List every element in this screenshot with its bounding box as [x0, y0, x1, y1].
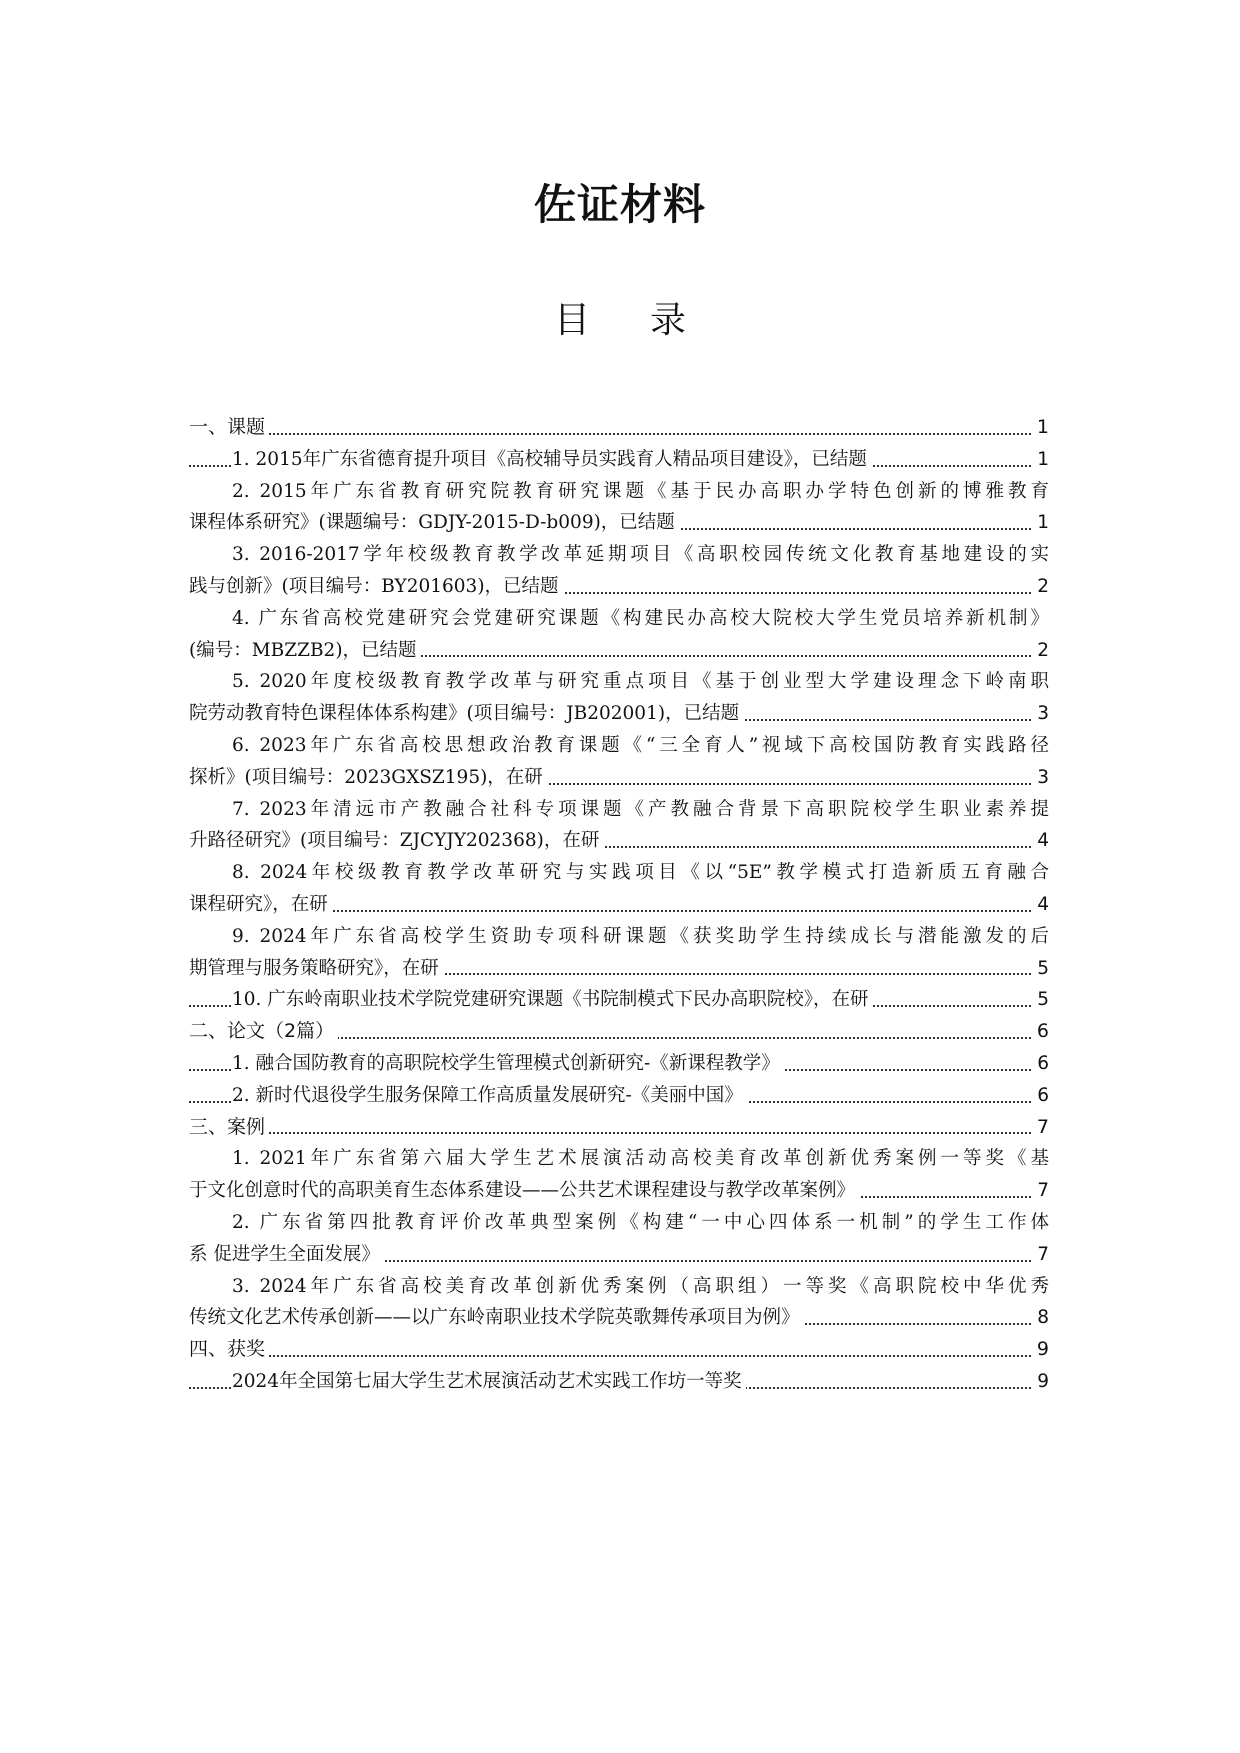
leader-dots [189, 1132, 1031, 1134]
toc-entry[interactable] [189, 476, 1049, 508]
toc-entry[interactable] [189, 1366, 1049, 1398]
toc-entry[interactable] [189, 794, 1049, 826]
toc-page-number: 8 [1033, 1302, 1049, 1334]
toc-page-number: 1 [1033, 507, 1049, 539]
toc-entry-text: (编号：MBZZB2)，已结题 [189, 640, 421, 661]
toc-entry-text: 8. 2024年校级教育教学改革研究与实践项目《以“5E”教学模式打造新质五育融合 [232, 857, 1049, 889]
toc-entry-continuation[interactable] [189, 507, 1049, 539]
toc-page-number: 9 [1033, 1334, 1049, 1366]
table-of-contents [189, 412, 1049, 1398]
toc-entry-text: 2024年全国第七届大学生艺术展演活动艺术实践工作坊一等奖 [232, 1371, 746, 1392]
toc-entry-continuation[interactable] [189, 1302, 1049, 1334]
toc-entry-text: 10. 广东岭南职业技术学院党建研究课题《书院制模式下民办高职院校》，在研 [232, 989, 873, 1010]
toc-entry-text: 5. 2020年度校级教育教学改革与研究重点项目《基于创业型大学建设理念下岭南职 [232, 666, 1049, 698]
toc-entry-text: 于文化创意时代的高职美育生态体系建设——公共艺术课程建设与教学改革案例》 [189, 1180, 859, 1201]
toc-entry-text: 课程研究》，在研 [189, 894, 332, 915]
toc-entry-continuation[interactable] [189, 698, 1049, 730]
toc-entry[interactable] [189, 1080, 1049, 1112]
toc-page-number: 3 [1033, 762, 1049, 794]
toc-entry[interactable] [189, 1271, 1049, 1303]
toc-section-awards[interactable] [189, 1334, 1049, 1366]
toc-page-number: 6 [1033, 1016, 1049, 1048]
page-title: 佐证材料 [533, 180, 706, 229]
toc-entry[interactable] [189, 921, 1049, 953]
toc-entry[interactable] [189, 730, 1049, 762]
toc-section-label: 四、获奖 [189, 1338, 269, 1360]
toc-section-topics[interactable] [189, 412, 1049, 444]
toc-page-number: 4 [1033, 825, 1049, 857]
toc-entry-text: 1. 融合国防教育的高职院校学生管理模式创新研究-《新课程教学》 [232, 1053, 784, 1074]
toc-entry-continuation[interactable] [189, 1175, 1049, 1207]
toc-entry-text: 系 促进学生全面发展》 [189, 1244, 384, 1265]
toc-page-number: 2 [1033, 635, 1049, 667]
toc-section-cases[interactable] [189, 1112, 1049, 1144]
toc-entry[interactable] [189, 666, 1049, 698]
toc-entry-text: 3. 2016-2017学年校级教育教学改革延期项目《高职校园传统文化教育基地建设的实 [232, 539, 1049, 571]
toc-entry-text: 课程体系研究》(课题编号：GDJY-2015-D-b009)，已结题 [189, 512, 679, 533]
toc-page-number: 4 [1033, 889, 1049, 921]
toc-section-label: 二、论文（2篇） [189, 1020, 338, 1042]
toc-entry-text: 1. 2015年广东省德育提升项目《高校辅导员实践育人精品项目建设》，已结题 [232, 449, 871, 470]
toc-entry[interactable] [189, 1143, 1049, 1175]
toc-page-number: 5 [1033, 953, 1049, 985]
toc-page-number: 6 [1033, 1048, 1049, 1080]
leader-dots [189, 1355, 1031, 1357]
toc-entry-text: 探析》(项目编号：2023GXSZ195)，在研 [189, 767, 547, 788]
toc-page-number: 3 [1033, 698, 1049, 730]
toc-page-number: 7 [1033, 1239, 1049, 1271]
toc-entry-text: 2. 2015年广东省教育研究院教育研究课题《基于民办高职办学特色创新的博雅教育 [232, 476, 1049, 508]
toc-page-number: 9 [1033, 1366, 1049, 1398]
toc-entry-text: 升路径研究》(项目编号：ZJCYJY202368)，在研 [189, 830, 603, 851]
toc-page-number: 2 [1033, 571, 1049, 603]
toc-page-number: 6 [1033, 1080, 1049, 1112]
leader-dots [189, 433, 1031, 435]
toc-entry[interactable] [189, 984, 1049, 1016]
toc-entry-continuation[interactable] [189, 571, 1049, 603]
toc-page-number: 1 [1033, 412, 1049, 444]
toc-heading: 目录 [553, 300, 746, 341]
toc-section-label: 三、案例 [189, 1116, 269, 1138]
toc-section-label: 一、课题 [189, 416, 269, 438]
toc-entry[interactable] [189, 857, 1049, 889]
toc-entry-text: 传统文化艺术传承创新——以广东岭南职业技术学院英歌舞传承项目为例》 [189, 1307, 804, 1328]
toc-section-papers[interactable] [189, 1016, 1049, 1048]
toc-page-number: 1 [1033, 444, 1049, 476]
toc-entry-text: 4. 广东省高校党建研究会党建研究课题《构建民办高校大院校大学生党员培养新机制》 [232, 603, 1049, 635]
toc-entry-text: 1. 2021年广东省第六届大学生艺术展演活动高校美育改革创新优秀案例一等奖《基 [232, 1143, 1049, 1175]
toc-entry-text: 2. 广东省第四批教育评价改革典型案例《构建“一中心四体系一机制”的学生工作体 [232, 1207, 1049, 1239]
toc-entry-continuation[interactable] [189, 635, 1049, 667]
toc-entry[interactable] [189, 539, 1049, 571]
toc-entry-continuation[interactable] [189, 1239, 1049, 1271]
toc-entry-text: 2. 新时代退役学生服务保障工作高质量发展研究-《美丽中国》 [232, 1085, 747, 1106]
toc-entry[interactable] [189, 1048, 1049, 1080]
toc-entry[interactable] [189, 444, 1049, 476]
toc-entry-text: 践与创新》(项目编号：BY201603)，已结题 [189, 576, 563, 597]
toc-entry-text: 7. 2023年清远市产教融合社科专项课题《产教融合背景下高职院校学生职业素养提 [232, 794, 1049, 826]
toc-entry-text: 期管理与服务策略研究》，在研 [189, 958, 443, 979]
toc-entry-text: 9. 2024年广东省高校学生资助专项科研课题《获奖助学生持续成长与潜能激发的后 [232, 921, 1049, 953]
toc-entry-continuation[interactable] [189, 889, 1049, 921]
toc-entry[interactable] [189, 603, 1049, 635]
toc-entry-text: 6. 2023年广东省高校思想政治教育课题《“三全育人”视域下高校国防教育实践路径 [232, 730, 1049, 762]
toc-entry[interactable] [189, 1207, 1049, 1239]
toc-entry-text: 3. 2024年广东省高校美育改革创新优秀案例（高职组）一等奖《高职院校中华优秀 [232, 1271, 1049, 1303]
toc-entry-continuation[interactable] [189, 762, 1049, 794]
toc-entry-continuation[interactable] [189, 825, 1049, 857]
toc-page-number: 7 [1033, 1112, 1049, 1144]
toc-page-number: 5 [1033, 984, 1049, 1016]
toc-page-number: 7 [1033, 1175, 1049, 1207]
toc-entry-continuation[interactable] [189, 953, 1049, 985]
toc-entry-text: 院劳动教育特色课程体体系构建》(项目编号：JB202001)，已结题 [189, 703, 743, 724]
